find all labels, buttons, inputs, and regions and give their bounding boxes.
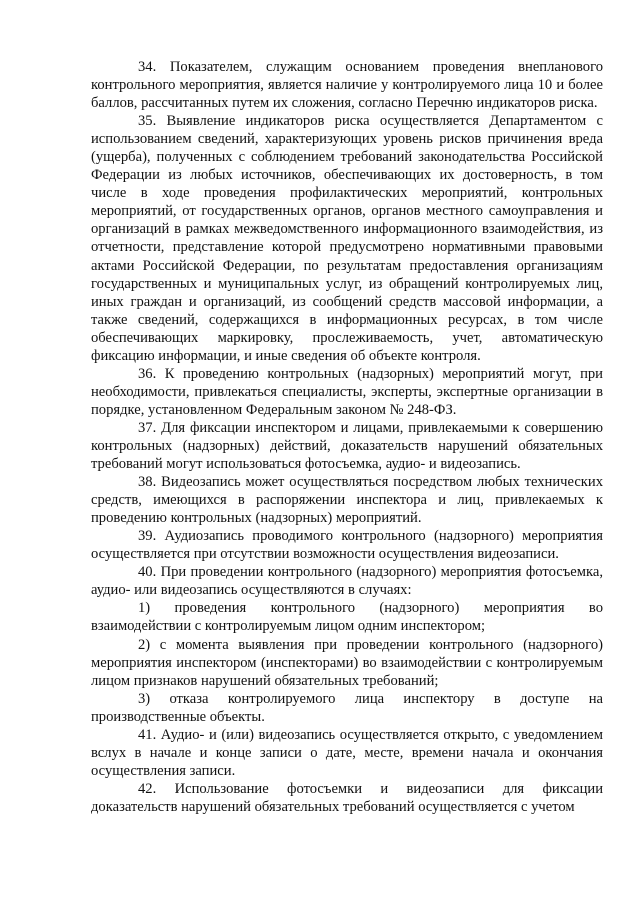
paragraph-40: 40. При проведении контрольного (надзорного) мероприятия фотосъемка, аудио- или видеозапись осуществляются в случаях: (91, 564, 603, 599)
paragraph-37: 37. Для фиксации инспектором и лицами, привлекаемыми к совершению контрольных (надзорных) действий, доказательств нарушений обязательных требований могут использоваться фотосъемка, аудио- и видеозапись. (91, 419, 603, 473)
paragraph-34: 34. Показателем, служащим основанием проведения внепланового контрольного мероприятия, является наличие у контролируемого лица 10 и более баллов, рассчитанных путем их сложения, согласно Перечню индикаторов риска. (91, 59, 603, 112)
paragraph-40-item-3: 3) отказа контролируемого лица инспектору в доступе на производственные объекты. (91, 690, 603, 725)
paragraph-36: 36. К проведению контрольных (надзорных) мероприятий могут, при необходимости, привлекаться специалисты, эксперты, экспертные организации в порядке, установленном Федеральным законом № 248-ФЗ. (91, 365, 603, 418)
paragraph-39: 39. Аудиозапись проводимого контрольного (надзорного) мероприятия осуществляется при отсутствии возможности осуществления видеозаписи. (91, 528, 603, 563)
document-body (91, 58, 603, 816)
paragraph-35: 35. Выявление индикаторов риска осуществляется Департаментом с использованием сведений, характеризующих уровень рисков причинения вреда (ущерба), полученных с соблюдением требований законодательства Российской Федерации из любых источников, обеспечивающих их достоверность, в том числе в ходе проведения профилактических мероприятий, контрольных мероприятий, от государственных органов, органов местного самоуправления и организаций в рамках межведомственного информационного взаимодействия, из отчетности, представление которой предусмотрено нормативными правовыми актами Российской Федерации, по результатам предоставления организациям государственных и муниципальных услуг, из обращений контролируемых лиц, иных граждан и организаций, из сообщений средств массовой информации, а также сведений, содержащихся в информационных ресурсах, в том числе обеспечивающих маркировку, прослеживаемость, учет, автоматическую фиксацию информации, и иные сведения об объекте контроля. (91, 113, 603, 364)
paragraph-38: 38. Видеозапись может осуществляться посредством любых технических средств, имеющихся в распоряжении инспектора и лиц, привлекаемых к проведению контрольных (надзорных) мероприятий. (91, 474, 603, 527)
paragraph-42: 42. Использование фотосъемки и видеозаписи для фиксации доказательств нарушений обязательных требований осуществляется с учетом (91, 780, 603, 815)
paragraph-40-item-2: 2) с момента выявления при проведении контрольного (надзорного) мероприятия инспектором (инспекторами) во взаимодействии с контролируемым лицом признаков нарушений обязательных требований; (91, 636, 603, 689)
paragraph-41: 41. Аудио- и (или) видеозапись осуществляется открыто, с уведомлением вслух в начале и конце записи о дате, месте, времени начала и окончания осуществления записи. (91, 726, 603, 779)
paragraph-40-item-1: 1) проведения контрольного (надзорного) мероприятия во взаимодействии с контролируемым лицом одним инспектором; (91, 600, 603, 635)
